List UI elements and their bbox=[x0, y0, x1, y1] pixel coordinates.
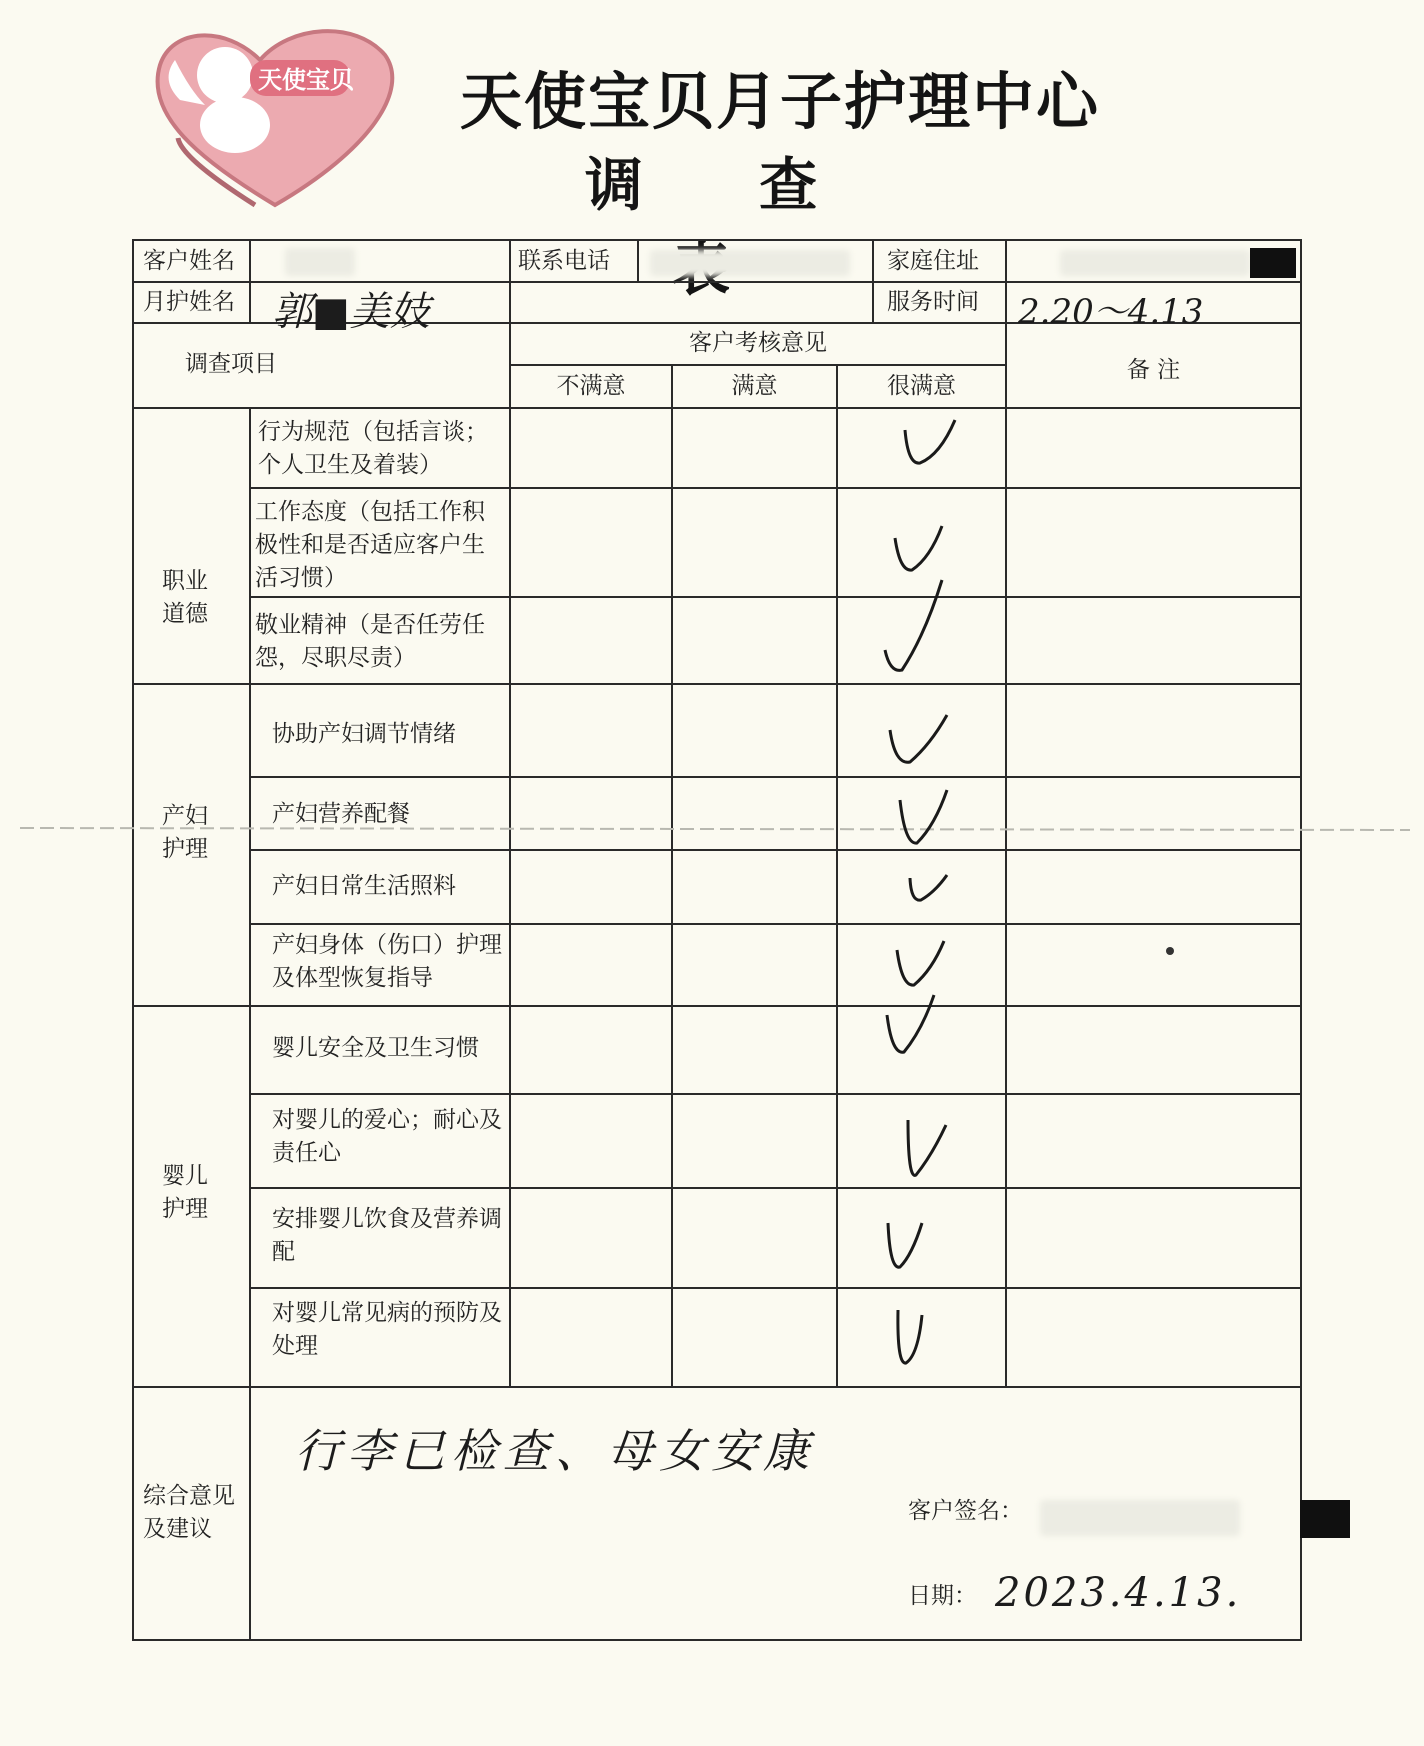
opinion-header: 客户考核意见 bbox=[689, 330, 827, 356]
customer-name-redacted bbox=[285, 248, 355, 276]
remark-header: 备 注 bbox=[1126, 357, 1181, 383]
item-work-attitude: 工作态度（包括工作积极性和是否适应客户生活习惯） bbox=[255, 499, 485, 591]
nurse-name-value: 郭■美妓 bbox=[272, 289, 430, 335]
item-baby-feeding: 安排婴儿饮食及营养调配 bbox=[272, 1206, 502, 1265]
item-body-recovery: 产妇身体（伤口）护理及体型恢复指导 bbox=[272, 932, 502, 991]
check-mark-icon bbox=[905, 870, 955, 910]
date-label: 日期： bbox=[908, 1583, 977, 1609]
items-header: 调查项目 bbox=[185, 351, 277, 377]
check-mark-icon bbox=[902, 1115, 952, 1185]
service-time-label: 服务时间 bbox=[887, 289, 979, 315]
check-mark-icon bbox=[892, 935, 952, 995]
level-satisfied: 满意 bbox=[731, 373, 778, 399]
check-mark-icon bbox=[892, 1305, 942, 1375]
ink-dot bbox=[1163, 944, 1177, 958]
page-title: 天使宝贝月子护理中心 bbox=[459, 65, 1100, 138]
customer-name-label: 客户姓名 bbox=[143, 248, 235, 274]
address-redacted bbox=[1060, 250, 1250, 276]
nurse-name-label: 月护姓名 bbox=[143, 289, 235, 315]
item-mood: 协助产妇调节情绪 bbox=[272, 721, 456, 747]
item-baby-illness: 对婴儿常见病的预防及处理 bbox=[272, 1300, 502, 1359]
group-professional-ethics: 职业道德 bbox=[162, 568, 208, 627]
item-baby-love: 对婴儿的爱心；耐心及责任心 bbox=[272, 1107, 502, 1166]
check-mark-icon bbox=[900, 415, 960, 475]
group-mother-care: 产妇护理 bbox=[162, 803, 208, 862]
level-dissatisfied: 不满意 bbox=[556, 373, 626, 399]
item-behavior: 行为规范（包括言谈；个人卫生及着装） bbox=[258, 419, 488, 478]
signature-redacted bbox=[1040, 1500, 1240, 1536]
check-mark-icon bbox=[895, 785, 955, 855]
level-very-satisfied: 很满意 bbox=[887, 373, 956, 399]
check-mark-icon bbox=[885, 710, 955, 770]
page-subtitle: 调 查 bbox=[584, 151, 866, 219]
signature-redaction-box bbox=[1300, 1500, 1350, 1538]
item-daily-care: 产妇日常生活照料 bbox=[272, 873, 456, 899]
svg-text:天使宝贝: 天使宝贝 bbox=[258, 66, 354, 94]
check-mark-icon bbox=[880, 575, 950, 675]
item-nutrition: 产妇营养配餐 bbox=[272, 801, 410, 827]
check-mark-icon bbox=[882, 990, 942, 1060]
service-time-value: 2.20～4.13 bbox=[1018, 292, 1204, 332]
summary-label: 综合意见及建议 bbox=[143, 1483, 235, 1542]
address-label: 家庭住址 bbox=[887, 248, 979, 274]
signature-label: 客户签名： bbox=[908, 1498, 1023, 1524]
address-redaction-box bbox=[1250, 248, 1296, 278]
phone-label: 联系电话 bbox=[518, 248, 610, 274]
phone-redacted bbox=[650, 250, 850, 276]
item-baby-safety: 婴儿安全及卫生习惯 bbox=[272, 1035, 479, 1061]
group-baby-care: 婴儿护理 bbox=[162, 1163, 208, 1222]
date-value: 2023.4.13. bbox=[995, 1570, 1242, 1616]
summary-comment: 行李已检查、母女安康 bbox=[295, 1424, 815, 1478]
check-mark-icon bbox=[882, 1215, 932, 1275]
check-mark-icon bbox=[890, 520, 950, 580]
item-dedication: 敬业精神（是否任劳任怨，尽职尽责） bbox=[255, 612, 485, 671]
